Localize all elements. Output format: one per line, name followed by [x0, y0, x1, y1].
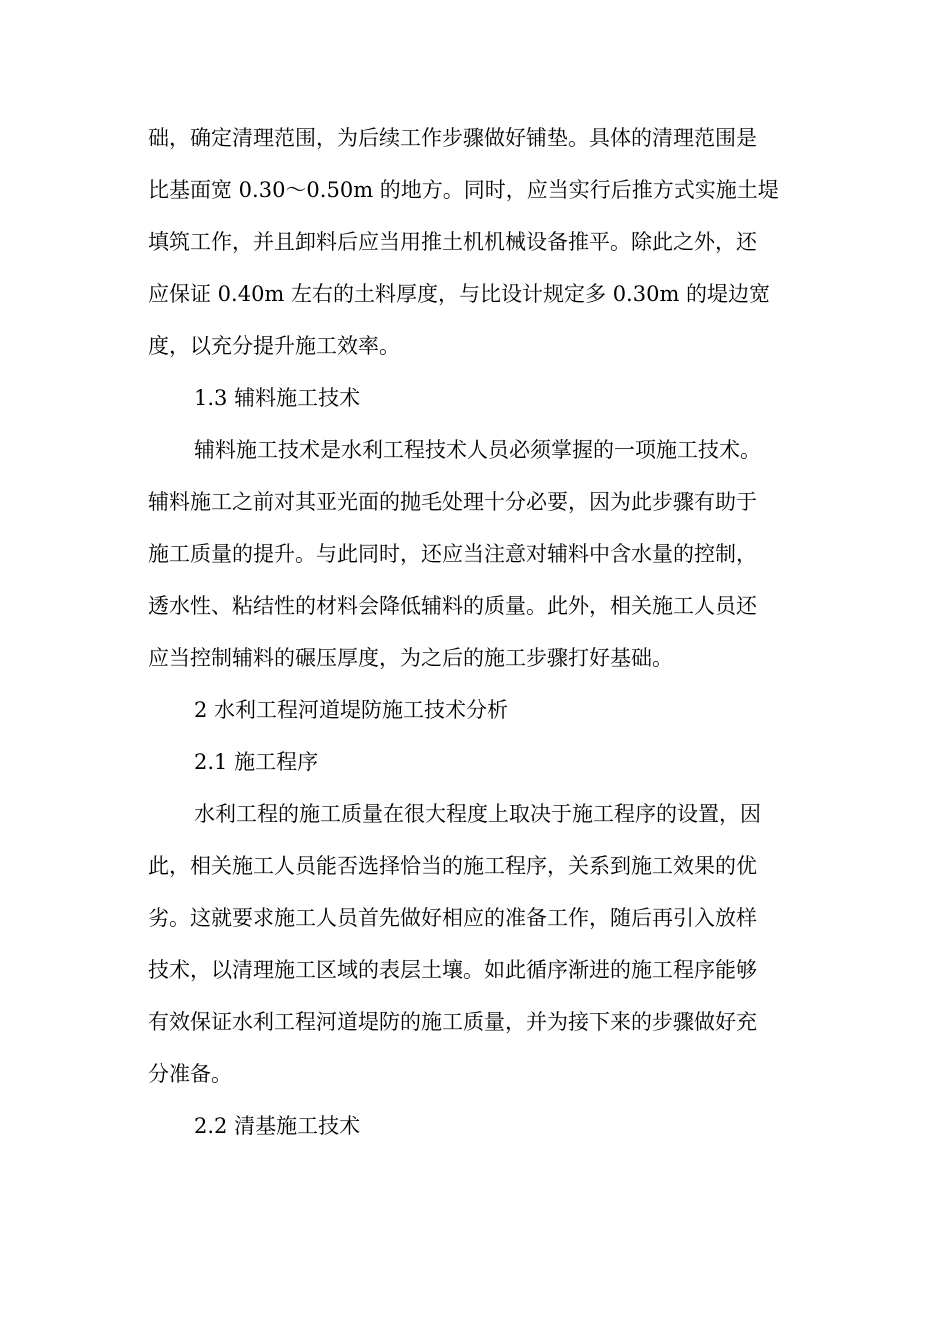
section-heading-2-1: 2.1 施工程序 [194, 750, 319, 774]
paragraph-line: 有效保证水利工程河道堤防的施工质量，并为接下来的步骤做好充 [148, 1010, 757, 1034]
section-heading-2-2: 2.2 清基施工技术 [194, 1114, 361, 1138]
paragraph-line: 技术，以清理施工区域的表层土壤。如此循序渐进的施工程序能够 [148, 958, 757, 982]
paragraph-line: 劣。这就要求施工人员首先做好相应的准备工作，随后再引入放样 [148, 906, 757, 930]
section-heading-2: 2 水利工程河道堤防施工技术分析 [194, 698, 509, 722]
paragraph-line: 透水性、粘结性的材料会降低辅料的质量。此外，相关施工人员还 [148, 594, 757, 618]
paragraph-line: 比基面宽 0.30～0.50m 的地方。同时，应当实行后推方式实施土堤 [148, 178, 779, 202]
document-body [148, 112, 808, 1152]
paragraph-line: 施工质量的提升。与此同时，还应当注意对辅料中含水量的控制， [148, 542, 757, 566]
paragraph-line: 应当控制辅料的碾压厚度，为之后的施工步骤打好基础。 [148, 646, 673, 670]
paragraph-line: 辅料施工技术是水利工程技术人员必须掌握的一项施工技术。 [194, 438, 761, 462]
paragraph-line: 础，确定清理范围，为后续工作步骤做好铺垫。具体的清理范围是 [148, 126, 757, 150]
paragraph-line: 度，以充分提升施工效率。 [148, 334, 400, 358]
section-heading-1-3: 1.3 辅料施工技术 [194, 386, 361, 410]
paragraph-line: 填筑工作，并且卸料后应当用推土机机械设备推平。除此之外，还 [148, 230, 757, 254]
paragraph-line: 分准备。 [148, 1062, 232, 1086]
paragraph-line: 辅料施工之前对其亚光面的抛毛处理十分必要，因为此步骤有助于 [148, 490, 757, 514]
paragraph-line: 应保证 0.40m 左右的土料厚度，与比设计规定多 0.30m 的堤边宽 [148, 282, 771, 306]
paragraph-line: 水利工程的施工质量在很大程度上取决于施工程序的设置，因 [194, 802, 761, 826]
paragraph-line: 此，相关施工人员能否选择恰当的施工程序，关系到施工效果的优 [148, 854, 757, 878]
